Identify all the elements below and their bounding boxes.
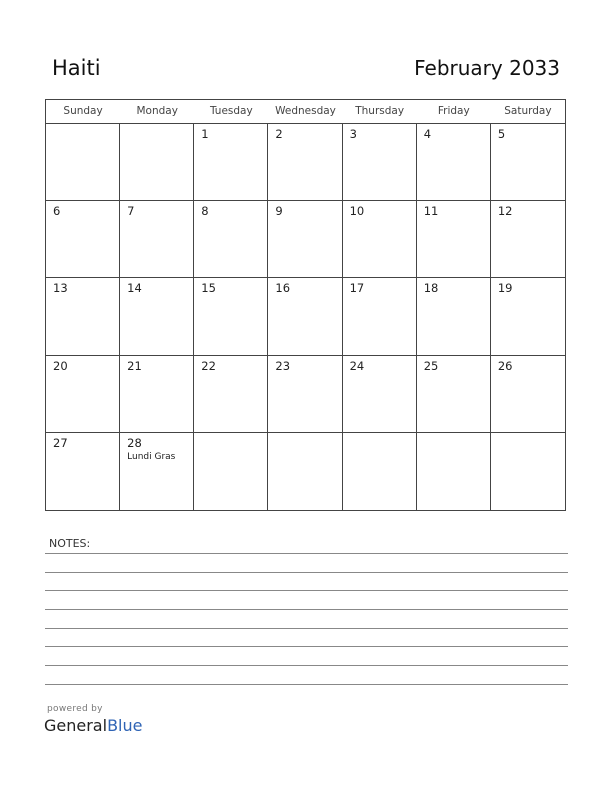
day-number: 25 (423, 358, 439, 373)
day-cell (120, 356, 194, 433)
day-number: 13 (53, 281, 68, 296)
day-number: 19 (497, 281, 513, 296)
day-cell (120, 124, 194, 201)
day-cell (194, 433, 268, 510)
day-number: 7 (127, 204, 135, 219)
note-line (45, 553, 568, 554)
day-cell (194, 356, 268, 433)
day-cell (417, 124, 491, 201)
day-number: 11 (423, 204, 439, 219)
weekday-sunday: Sunday (63, 105, 103, 117)
day-cell (194, 201, 268, 278)
day-number: 3 (349, 127, 357, 141)
calendar-grid (45, 99, 566, 511)
calendar-days (46, 124, 565, 510)
weekday-saturday: Saturday (504, 105, 552, 117)
day-cell (120, 433, 194, 510)
day-number: 8 (201, 204, 209, 219)
calendar-title-country: Haiti (52, 56, 101, 80)
weekday-header (46, 100, 565, 124)
day-cell (268, 433, 342, 510)
day-cell (417, 278, 491, 355)
day-cell (491, 278, 565, 355)
day-number: 23 (275, 358, 291, 373)
day-cell (491, 356, 565, 433)
day-cell (46, 433, 120, 510)
day-cell (46, 278, 120, 355)
day-number: 21 (127, 358, 142, 373)
day-number: 24 (349, 358, 365, 373)
brand-logo (44, 716, 142, 735)
note-line (45, 665, 568, 666)
day-cell (343, 201, 417, 278)
day-cell (268, 201, 342, 278)
day-number: 4 (423, 127, 432, 141)
brand-general: General (44, 716, 108, 735)
holiday-label: Lundi Gras (127, 451, 176, 462)
weekday-tuesday: Tuesday (209, 105, 253, 117)
calendar-title-month: February 2033 (414, 56, 560, 80)
day-number: 14 (127, 281, 142, 296)
weekday-friday: Friday (437, 105, 470, 117)
note-line (45, 590, 568, 591)
note-line (45, 684, 568, 685)
day-cell (343, 433, 417, 510)
day-cell (343, 356, 417, 433)
day-cell (491, 201, 565, 278)
note-line (45, 646, 568, 647)
day-number: 15 (201, 281, 216, 296)
day-cell (417, 201, 491, 278)
day-cell (268, 278, 342, 355)
day-cell (491, 433, 565, 510)
day-number: 5 (497, 127, 506, 141)
day-number: 12 (497, 204, 513, 219)
day-cell (343, 278, 417, 355)
note-line (45, 609, 568, 610)
day-number: 6 (53, 204, 61, 219)
notes-label: NOTES: (49, 537, 91, 550)
day-number: 26 (497, 358, 513, 373)
weekday-wednesday: Wednesday (275, 105, 336, 117)
day-cell (194, 124, 268, 201)
day-number: 28 (127, 435, 142, 450)
day-number: 1 (201, 127, 209, 141)
day-cell (46, 201, 120, 278)
day-cell (120, 201, 194, 278)
brand-blue: Blue (107, 716, 143, 735)
day-number: 17 (349, 281, 365, 296)
day-cell (491, 124, 565, 201)
weekday-monday: Monday (136, 105, 178, 117)
day-number: 16 (275, 281, 291, 296)
day-cell (343, 124, 417, 201)
day-number: 10 (349, 204, 365, 219)
day-number: 27 (53, 435, 68, 450)
day-number: 22 (201, 358, 216, 373)
day-cell (417, 356, 491, 433)
day-cell (120, 278, 194, 355)
day-number: 20 (53, 358, 68, 373)
weekday-thursday: Thursday (355, 105, 405, 117)
note-line (45, 628, 568, 629)
day-cell (268, 356, 342, 433)
day-number: 2 (275, 127, 283, 141)
note-line (45, 572, 568, 573)
day-number: 9 (275, 204, 283, 219)
day-cell (194, 278, 268, 355)
day-number: 18 (423, 281, 439, 296)
day-cell (46, 124, 120, 201)
day-cell (268, 124, 342, 201)
day-cell (46, 356, 120, 433)
day-cell (417, 433, 491, 510)
powered-by-text: powered by (47, 704, 103, 714)
